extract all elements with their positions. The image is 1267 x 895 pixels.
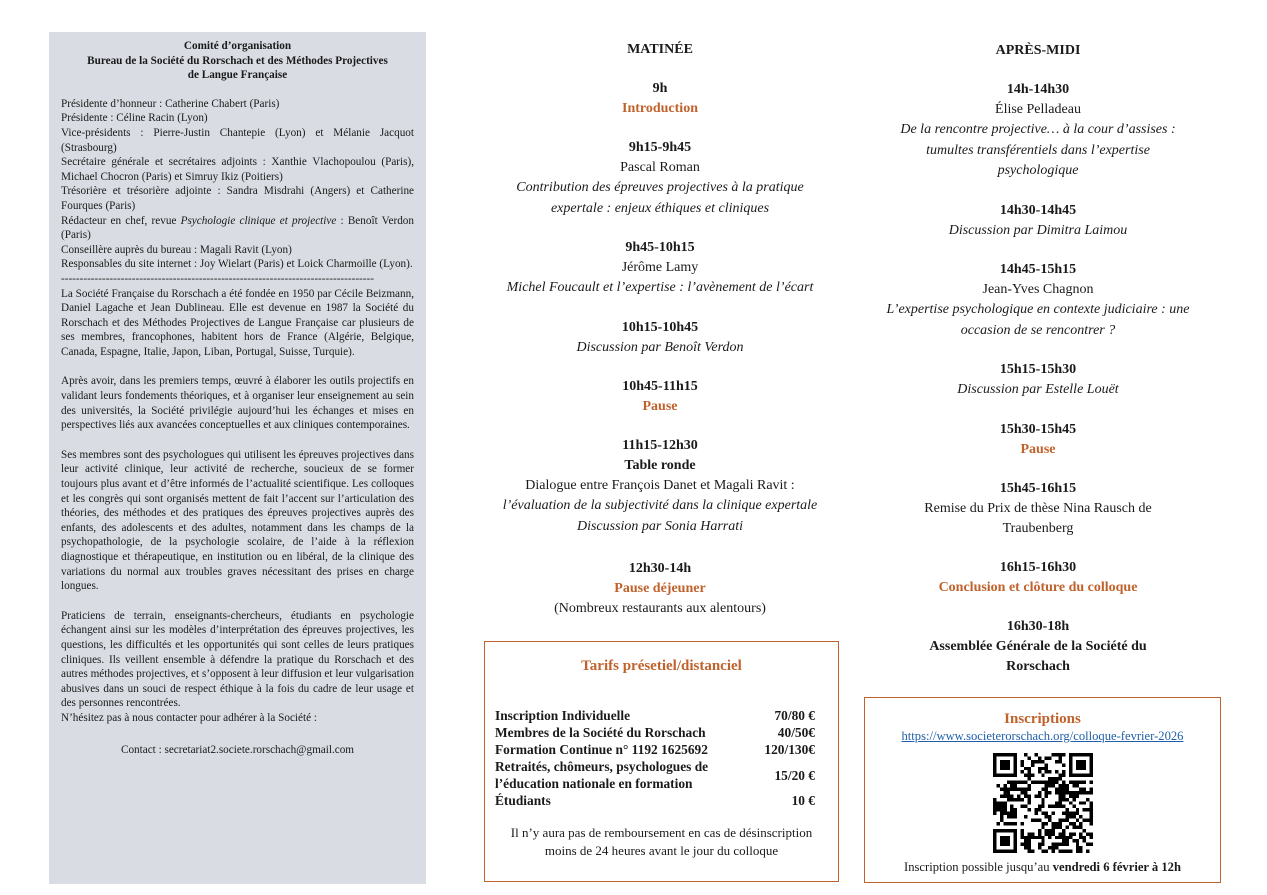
afternoon-heading: APRÈS-MIDI [995,43,1081,58]
registration-link[interactable]: https://www.societerorschach.org/colloque-fevrier-2026 [901,729,1184,743]
mission-paragraph: Après avoir, dans les premiers temps, œuvré à élaborer les outils projectifs en validant leurs fondements théoriques, et à organiser leur enseignement au sein des universités, la Société privilégie aujourd’hui les échanges et mises en perspectives liés aux avancées conceptuelles et aux cliniques contemporaines. [61,375,414,432]
join-invitation: N’hésitez pas à nous contacter pour adhérer à la Société : [61,711,317,724]
practitioners-paragraph: Praticiens de terrain, enseignants-chercheurs, étudiants en psychologie échangent ainsi sur les modèles d’interprétation des épreuves projectives, les questions, les difficultés et les opportunités qui sont celles de leurs pratiques cliniques. Ils veillent ensemble à défendre la pratique du Rorschach et des autres méthodes projectives, et s’opposent à leur diffusion et leur vulgarisation abusives dans un souci de respect éthique à la fois du cadre de leur usage et des personnes rencontrées. [61,609,414,710]
program-slot: 9h45-10h15 Jérôme Lamy Michel Foucault et l’expertise : l’avènement de l’écart [506,240,814,295]
table-row: Étudiants 10 € [495,793,815,808]
editor-in-chief: Rédacteur en chef, revue Psychologie clinique et projective : Benoît Verdon (Paris) [61,214,414,242]
table-row: Formation Continue n° 1192 1625692 120/130€ [495,742,815,757]
program-slot: 14h30-14h45 Discussion par Dimitra Laimou [948,202,1128,238]
organization-panel [49,32,426,884]
program-slot: 16h30-18h Assemblée Générale de la Société du Rorschach [929,618,1147,674]
separator-line: ------------------------------------------------------------------------------------ [61,272,374,285]
program-slot: 15h30-15h45 Pause [999,421,1077,457]
program-slot: 9h Introduction [622,81,698,116]
vice-presidents: Vice-présidents : Pierre-Justin Chantepie (Lyon) et Mélanie Jacquot (Strasbourg) [61,126,414,154]
program-slot: 9h15-9h45 Pascal Roman Contribution des épreuves projectives à la pratique expertale : enjeux éthiques et cliniques [516,140,804,216]
refund-note: Il n’y aura pas de remboursement en cas de désinscription moins de 24 heures avant le jour du colloque [510,825,813,858]
afternoon-program [866,43,1210,696]
honorary-president: Présidente d’honneur : Catherine Chabert (Paris) [61,97,280,110]
program-slot: 10h15-10h45 Discussion par Benoît Verdon [576,319,744,355]
pricing-table [495,707,815,809]
program-slot: 11h15-12h30 Table ronde Dialogue entre François Danet et Magali Ravit : l’évaluation de la subjectivité dans la clinique expertale Discussion par Sonia Harrati [502,438,818,534]
morning-program [480,42,840,638]
web-managers: Responsables du site internet : Joy Wielart (Paris) et Loick Charmoille (Lyon). [61,258,413,271]
pricing-title: Tarifs présetiel/distanciel [581,658,742,674]
registration-box [864,697,1221,883]
table-row: Membres de la Société du Rorschach 40/50€ [495,725,815,740]
program-slot: 15h15-15h30 Discussion par Estelle Louët [957,362,1119,397]
program-slot: 12h30-14h Pause déjeuner (Nombreux restaurants aux alentours) [554,561,766,616]
history-paragraph: La Société Française du Rorschach a été fondée en 1950 par Cécile Beizmann, Daniel Lagache et Jean Dublineau. Elle est devenue en 1987 la Société du Rorschach et des Méthodes Projectives de Langue Française car plusieurs de ses membres, francophones, habitent hors de France (Algérie, Belgique, Canada, Espagne, Italie, Japon, Liban, Portugal, Suisse, Turquie). [61,287,414,358]
secretaries: Secrétaire générale et secrétaires adjoints : Xanthie Vlachopoulou (Paris), Michael Chocron (Paris) et Simruy Ikiz (Poitiers) [61,156,414,183]
program-slot: 14h-14h30 Élise Pelladeau De la rencontre projective… à la cour d’assises : tumultes transférentiels dans l’expertise psychologique [900,82,1176,178]
morning-heading: MATINÉE [627,42,693,57]
pricing-box [484,641,839,882]
president: Présidente : Céline Racin (Lyon) [61,112,208,125]
registration-deadline: Inscription possible jusqu’au vendredi 6 février à 12h [904,860,1181,874]
registration-title: Inscriptions [1004,711,1081,727]
committee-heading: Comité d’organisation Bureau de la Société du Rorschach et des Méthodes Projectives de Langue Française [87,40,388,82]
treasurers: Trésorière et trésorière adjointe : Sandra Misdrahi (Angers) et Catherine Fourques (Paris) [61,185,414,212]
program-slot: 14h45-15h15 Jean-Yves Chagnon L’expertise psychologique en contexte judiciaire : une occasion de se rencontrer ? [886,262,1190,338]
contact-email[interactable]: Contact : secretariat2.societe.rorschach@gmail.com [120,743,355,756]
program-slot: 10h45-11h15 Pause [622,379,698,414]
qr-code-icon[interactable] [991,753,1095,853]
members-paragraph: Ses membres sont des psychologues qui utilisent les épreuves projectives dans leur activité clinique, leur activité de recherche, soucieux de se former toujours plus avant et d’être informés de l’actualité scientifique. Les colloques et les congrès qui sont organisés mettent de fait l’accent sur l’articulation des théories, des méthodes et des pratiques des épreuves projectives auprès des enfants, des adolescents et des adultes, notamment dans les champs de la psychopathologie, de la psychologie scolaire, de l’aide à la réflexion diagnostique et thérapeutique, en institution ou en libéral, de la clinique des variations du normal aux troubles graves nécessitant des prises en charge longues. [61,448,414,593]
table-row: Inscription Individuelle 70/80 € [495,708,815,723]
advisor: Conseillère auprès du bureau : Magali Ravit (Lyon) [61,243,292,256]
table-row: Retraités, chômeurs, psychologues de l’éducation nationale en formation 15/20 € [495,759,815,791]
program-slot: 15h45-16h15 Remise du Prix de thèse Nina Rausch de Traubenberg [924,480,1152,536]
program-slot: 16h15-16h30 Conclusion et clôture du colloque [938,559,1138,595]
